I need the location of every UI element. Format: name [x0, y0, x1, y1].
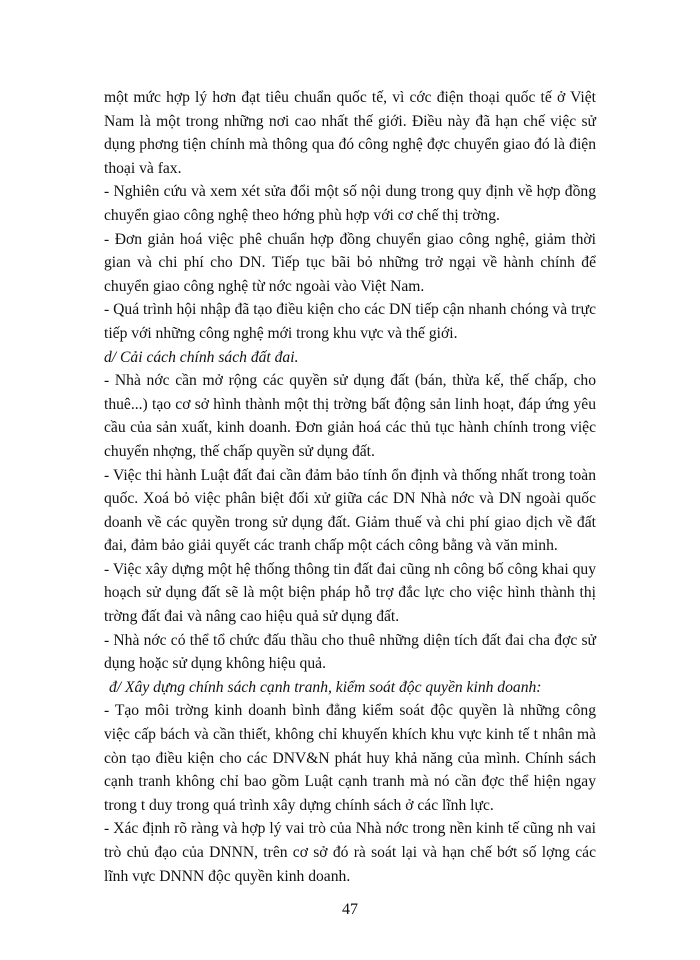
paragraph-land-auction: - Nhà nớc có thể tổ chức đấu thầu cho thuê những diện tích đất đai cha đợc sử dụng hoặc sử dụng không hiệu quả.	[104, 631, 596, 673]
paragraph-state-role: - Xác định rõ ràng và hợp lý vai trò của Nhà nớc trong nền kinh tế cũng nh vai trò chủ đạo của DNNN, trên cơ sở đó rà soát lại và hạn chế bớt số lợng các lĩnh vực DNNN độc quyền kinh doanh.	[104, 820, 596, 885]
paragraph-telecom-cost: một mức hợp lý hơn đạt tiêu chuẩn quốc tế, vì cớc điện thoại quốc tế ở Việt Nam là một trong những nơi cao nhất thế giới. Điều này đã hạn chế việc sử dụng phơng tiện chính mà thông qua đó công nghệ đợc chuyển giao đó là điện thoại và fax.	[104, 89, 596, 177]
paragraph-land-rights: - Nhà nớc cần mở rộng các quyền sử dụng đất (bán, thừa kế, thế chấp, cho thuê...) tạo cơ sở hình thành một thị trờng bất động sản linh hoạt, đáp ứng yêu cầu của sản xuất, kinh doanh. Đơn giản hoá các thủ tục hành chính trong việc chuyển nhợng, thế chấp quyền sử dụng đất.	[104, 372, 596, 460]
paragraph-business-environment: - Tạo môi trờng kinh doanh bình đẳng kiểm soát độc quyền là những công việc cấp bách và cần thiết, không chỉ khuyến khích khu vực kinh tế t nhân mà còn tạo điều kiện cho các DNV&N phát huy khả năng của mình. Chính sách cạnh tranh không chỉ bao gồm Luật cạnh tranh mà nó cần đợc thể hiện ngay trong t duy trong quá trình xây dựng chính sách ở các lĩnh lực.	[104, 702, 596, 814]
paragraph-simplify-approval: - Đơn giản hoá việc phê chuẩn hợp đồng chuyển giao công nghệ, giảm thời gian và chi phí cho DN. Tiếp tục bãi bỏ những trở ngại về hành chính để chuyển giao công nghệ từ nớc ngoài vào Việt Nam.	[104, 230, 596, 295]
paragraph-tech-transfer-contract: - Nghiên cứu và xem xét sửa đổi một số nội dung trong quy định về hợp đồng chuyển giao công nghệ theo hớng phù hợp với cơ chế thị trờng.	[104, 183, 596, 224]
paragraph-land-law: - Việc thi hành Luật đất đai cần đảm bảo tính ổn định và thống nhất trong toàn quốc. Xoá bỏ việc phân biệt đối xử giữa các DN Nhà nớc và DN ngoài quốc doanh về các quyền trong sử dụng đất. Giảm thuế và chi phí giao dịch về đất đai, đảm bảo giải quyết các tranh chấp một cách công bằng và văn minh.	[104, 466, 596, 555]
page-number: 47	[342, 901, 358, 918]
paragraph-land-information: - Việc xây dựng một hệ thống thông tin đất đai cũng nh công bố công khai quy hoạch sử dụng đất sẽ là một biện pháp hỗ trợ đắc lực cho việc hình thành thị trờng đất đai và nâng cao hiệu quả sử dụng đất.	[104, 560, 596, 626]
section-heading-land-policy: d/ Cải cách chính sách đất đai.	[104, 348, 299, 366]
section-heading-competition-policy: đ/ Xây dựng chính sách cạnh tranh, kiểm soát độc quyền kinh doanh:	[109, 678, 542, 696]
document-body	[104, 86, 596, 888]
paragraph-integration: - Quá trình hội nhập đã tạo điều kiện cho các DN tiếp cận nhanh chóng và trực tiếp với những công nghệ mới trong khu vực và thế giới.	[104, 301, 596, 342]
